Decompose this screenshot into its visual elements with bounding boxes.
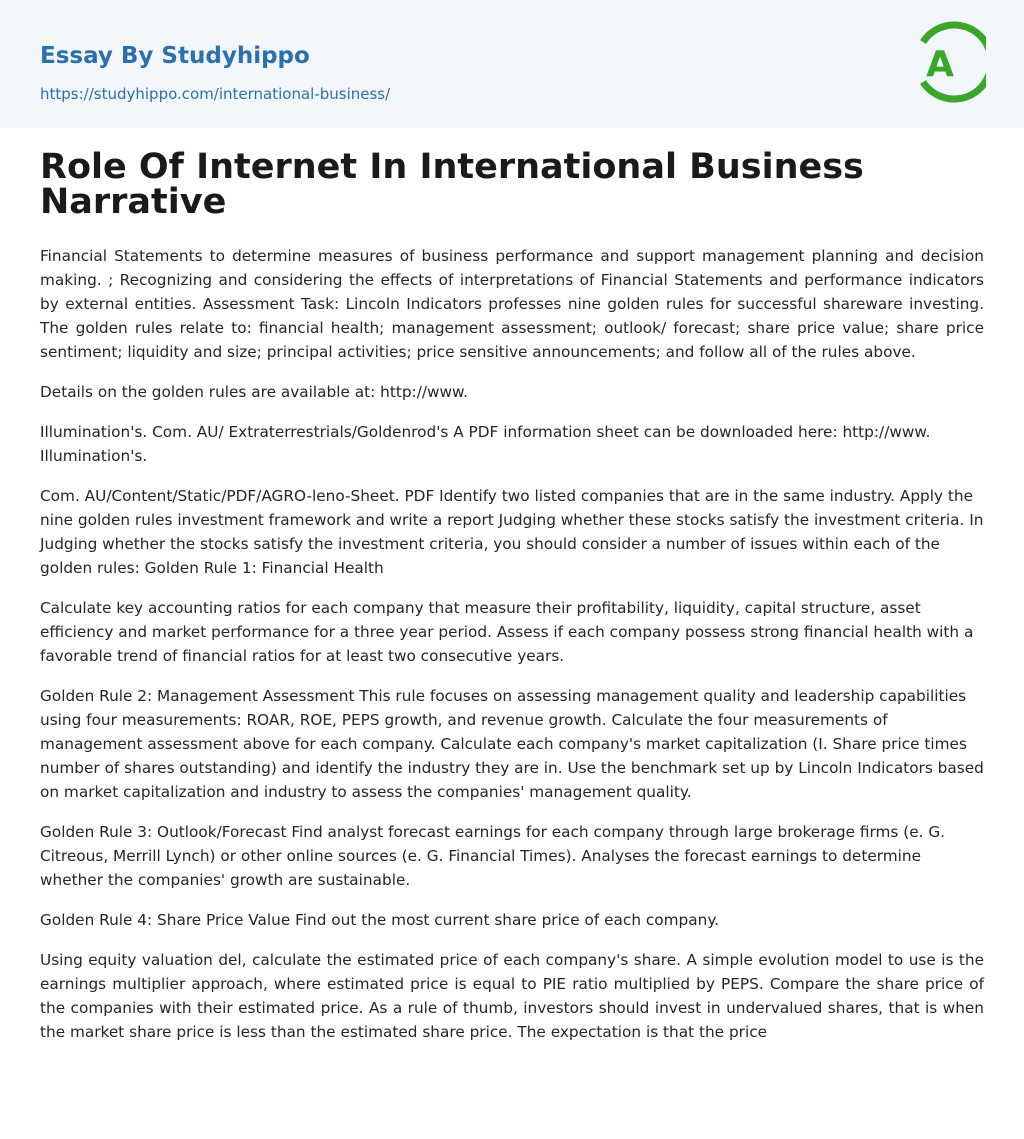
- site-brand[interactable]: Essay By Studyhippo: [40, 43, 310, 69]
- source-url-link[interactable]: https://studyhippo.com/international-business/: [40, 85, 391, 103]
- article-paragraph: Golden Rule 4: Share Price Value Find out the most current share price of each company.: [40, 911, 720, 929]
- article-paragraph: Illumination's. Com. AU/ Extraterrestrials/Goldenrod's A PDF information sheet can be downloaded here: http://www. Illumination's.: [40, 423, 931, 465]
- article-title: Role Of Internet In International Business Narrative: [40, 147, 864, 222]
- studyhippo-logo-icon[interactable]: [914, 18, 986, 106]
- article-paragraph: Details on the golden rules are available at: http://www.: [40, 383, 468, 401]
- site-header: [0, 0, 1024, 128]
- article-paragraph: Com. AU/Content/Static/PDF/AGRO-leno-Sheet. PDF Identify two listed companies that are in the same industry. Apply the nine golden rules investment framework and write a report Judging whether these stocks satisfy the investment criteria. In Judging whether the stocks satisfy the investment criteria, you should consider a number of issues within each of the golden rules: Golden Rule 1: Financial Health: [40, 487, 984, 577]
- article-paragraph: Calculate key accounting ratios for each company that measure their profitability, liquidity, capital structure, asset efficiency and market performance for a three year period. Assess if each company possess strong financial health with a favorable trend of financial ratios for at least two consecutive years.: [40, 599, 974, 665]
- article-paragraph: Financial Statements to determine measures of business performance and support management planning and decision making. ; Recognizing and considering the effects of interpretations of Financial Statements and performance indicators by external entities. Assessment Task: Lincoln Indicators professes nine golden rules for successful shareware investing. The golden rules relate to: financial health; management assessment; outlook/ forecast; share price value; share price sentiment; liquidity and size; principal activities; price sensitive announcements; and follow all of the rules above.: [40, 247, 984, 361]
- article-paragraph: Golden Rule 3: Outlook/Forecast Find analyst forecast earnings for each company through large brokerage firms (e. G. Citreous, Merrill Lynch) or other online sources (e. G. Financial Times). Analyses the forecast earnings to determine whether the companies' growth are sustainable.: [40, 823, 946, 889]
- logo-letter: A: [926, 44, 954, 85]
- article-paragraph: Golden Rule 2: Management Assessment This rule focuses on assessing management quality and leadership capabilities using four measurements: ROAR, ROE, PEPS growth, and revenue growth. Calculate the four measurements of management assessment above for each company. Calculate each company's market capitalization (I. Share price times number of shares outstanding) and identify the industry they are in. Use the benchmark set up by Lincoln Indicators based on market capitalization and industry to assess the companies' management quality.: [40, 687, 984, 801]
- article: [0, 128, 1024, 1044]
- article-paragraph: Using equity valuation del, calculate the estimated price of each company's share. A simple evolution model to use is the earnings multiplier approach, where estimated price is equal to PIE ratio multiplied by PEPS. Compare the share price of the companies with their estimated price. As a rule of thumb, investors should invest in undervalued shares, that is when the market share price is less than the estimated share price. The expectation is that the price: [40, 951, 984, 1041]
